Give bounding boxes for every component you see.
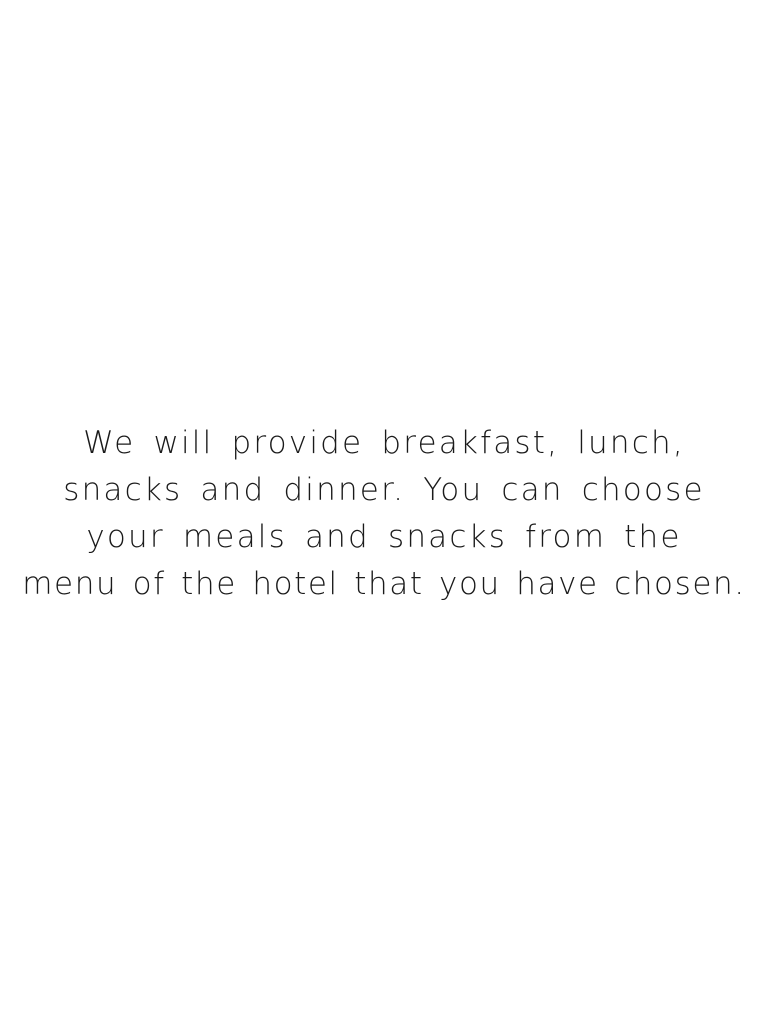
meal-info-message [0,420,768,608]
message-line-3: your meals and snacks from the [86,519,682,555]
message-line-4: menu of the hotel that you have chosen. [22,566,746,602]
message-line-1: We will provide breakfast, lunch, [83,425,685,461]
message-line-2: snacks and dinner. You can choose [63,472,705,508]
